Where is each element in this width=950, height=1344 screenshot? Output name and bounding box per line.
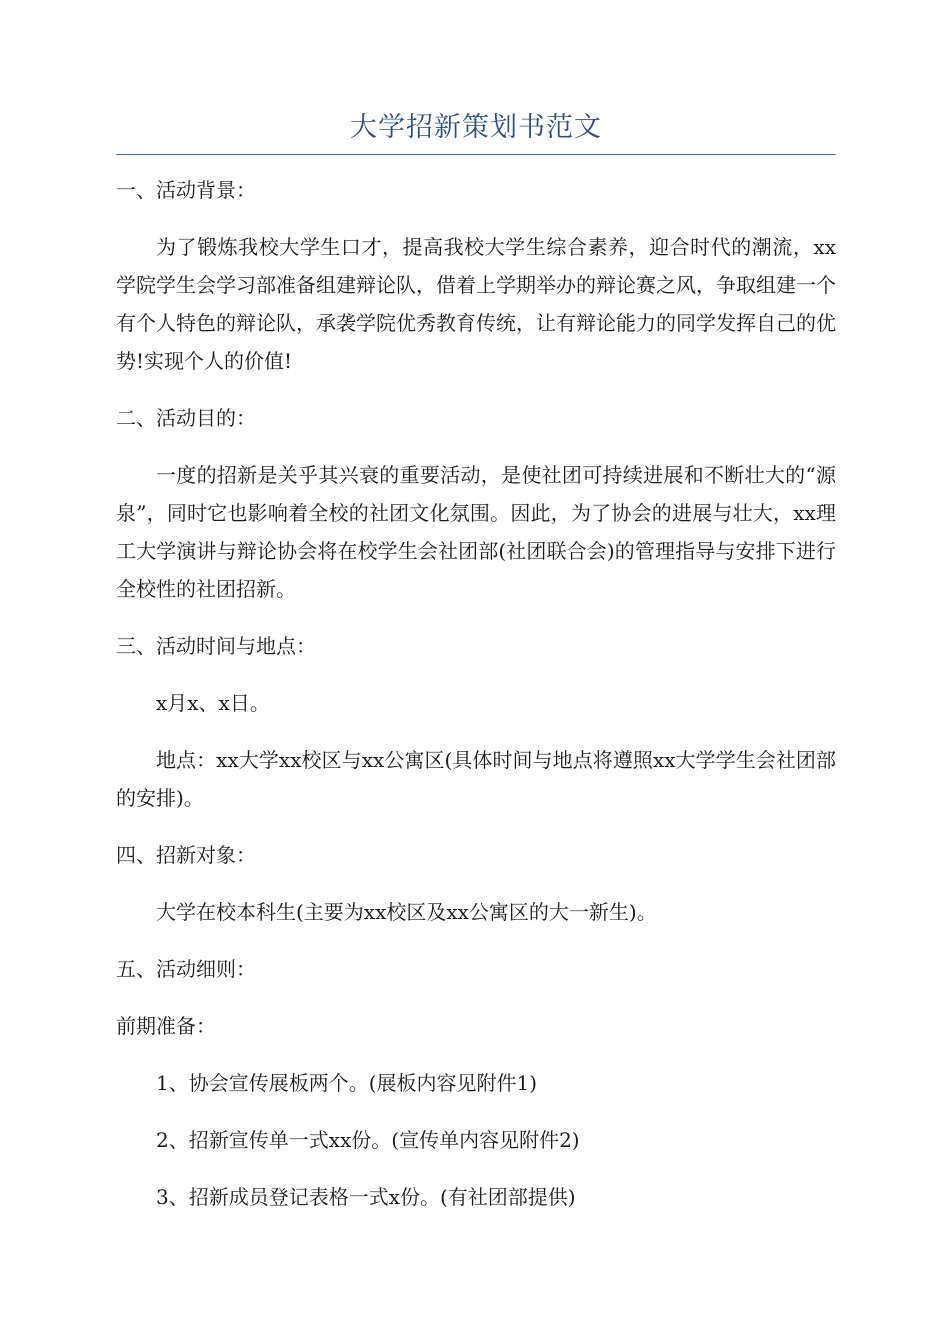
- subheading-preparation: 前期准备：: [116, 1014, 216, 1038]
- paragraph-target: 大学在校本科生(主要为xx校区及xx公寓区的大一新生)。: [156, 900, 657, 924]
- document-page: [116, 108, 836, 1235]
- paragraph-background: 为了锻炼我校大学生口才，提高我校大学生综合素养，迎合时代的潮流，xx学院学生会学习部准备组建辩论队，借着上学期举办的辩论赛之风，争取组建一个有个人特色的辩论队，承袭学院优秀教育传统，让有辩论能力的同学发挥自己的优势!实现个人的价值!: [116, 235, 836, 373]
- document-body: [116, 171, 836, 1216]
- section-heading-purpose: 二、活动目的：: [116, 406, 256, 430]
- section-heading-time-place: 三、活动时间与地点：: [116, 634, 316, 658]
- paragraph-location: 地点：xx大学xx校区与xx公寓区(具体时间与地点将遵照xx大学学生会社团部的安排)。: [116, 748, 836, 810]
- document-title: 大学招新策划书范文: [350, 112, 602, 143]
- paragraph-purpose: 一度的招新是关乎其兴衰的重要活动，是使社团可持续进展和不断壮大的“源泉”，同时它也影响着全校的社团文化氛围。因此，为了协会的进展与壮大，xx理工大学演讲与辩论协会将在校学生会社团部(社团联合会)的管理指导与安排下进行全校性的社团招新。: [116, 463, 836, 601]
- paragraph-date: x月x、x日。: [156, 691, 270, 715]
- section-heading-target: 四、招新对象：: [116, 843, 256, 867]
- section-heading-details: 五、活动细则：: [116, 957, 256, 981]
- section-heading-background: 一、活动背景：: [116, 178, 256, 202]
- title-underline: [116, 154, 836, 155]
- list-item-display-board: 1、协会宣传展板两个。(展板内容见附件1): [156, 1071, 538, 1095]
- list-item-registration-form: 3、招新成员登记表格一式x份。(有社团部提供): [156, 1185, 576, 1209]
- list-item-flyer: 2、招新宣传单一式xx份。(宣传单内容见附件2): [156, 1128, 580, 1152]
